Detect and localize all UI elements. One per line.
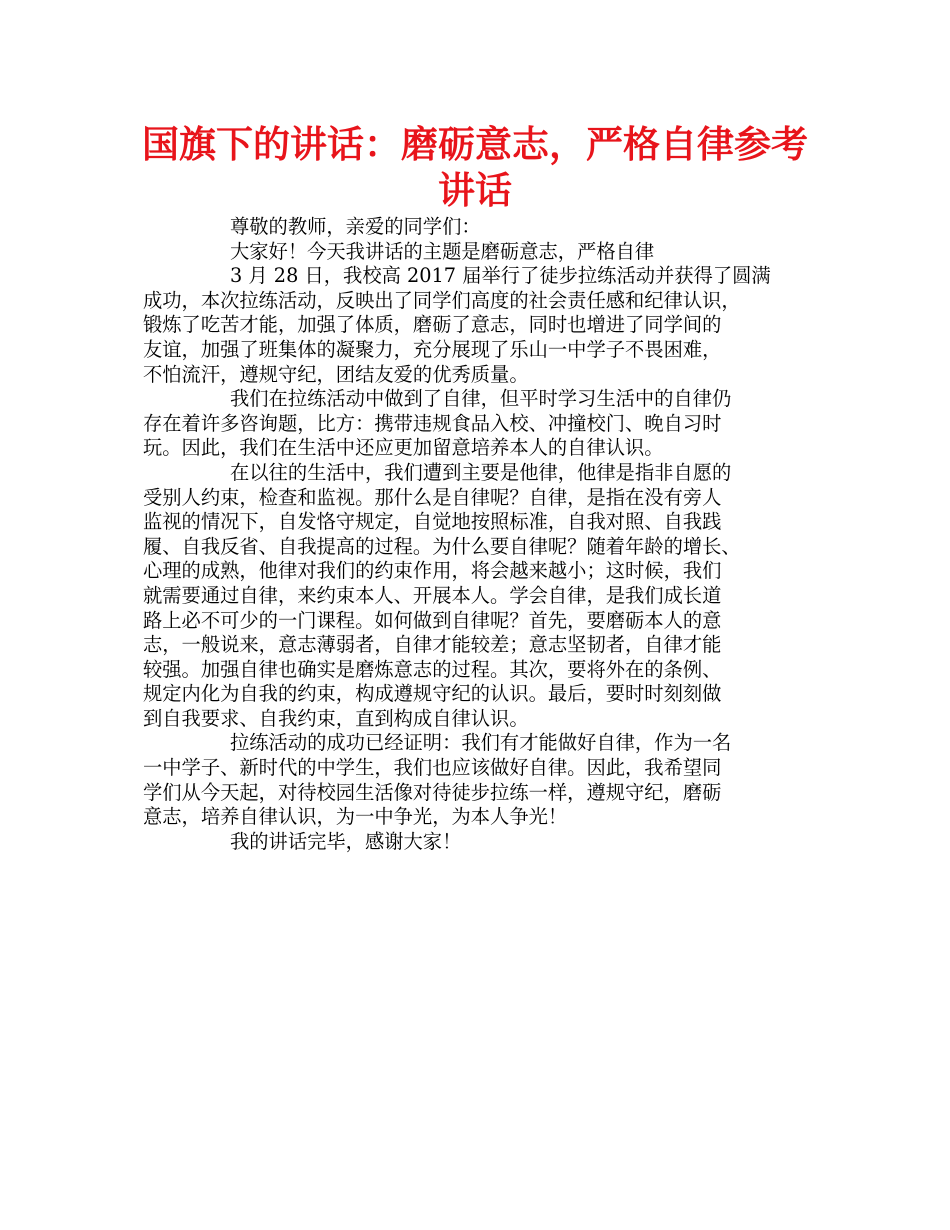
text-line: 我们在拉练活动中做到了自律，但平时学习生活中的自律仍: [230, 387, 732, 411]
text-line: 学们从今天起，对待校园生活像对待徒步拉练一样，遵规守纪，磨砺: [143, 780, 722, 804]
paragraph-conclusion: [143, 731, 813, 829]
text-line: 就需要通过自律，来约束本人、开展本人。学会自律，是我们成长道: [143, 583, 722, 607]
document-body: [143, 215, 813, 854]
text-line: 较强。加强自律也确实是磨炼意志的过程。其次，要将外在的条例、: [143, 657, 722, 681]
text-line: 友谊，加强了班集体的凝聚力，充分展现了乐山一中学子不畏困难，: [143, 337, 722, 361]
text-line: 尊敬的教师，亲爱的同学们：: [230, 215, 481, 238]
text-line: 拉练活动的成功已经证明：我们有才能做好自律，作为一名: [230, 731, 732, 755]
text-line: 路上必不可少的一门课程。如何做到自律呢？首先，要磨砺本人的意: [143, 608, 722, 632]
text-line: 3 月 28 日，我校高 2017 届举行了徒步拉练活动并获得了圆满: [230, 264, 771, 288]
text-line: 监视的情况下，自发恪守规定，自觉地按照标准，自我对照、自我践: [143, 510, 722, 534]
title-line: 国旗下的讲话：磨砺意志，严格自律参考: [142, 123, 808, 166]
text-line: 受别人约束，检查和监视。那什么是自律呢？自律，是指在没有旁人: [143, 485, 722, 509]
paragraph-closing: [143, 830, 813, 855]
text-line: 在以往的生活中，我们遭到主要是他律，他律是指非自愿的: [230, 460, 732, 484]
document-title: [120, 122, 830, 214]
text-line: 到自我要求、自我约束，直到构成自律认识。: [143, 706, 529, 730]
text-line: 锻炼了吃苦才能，加强了体质，磨砺了意志，同时也增进了同学间的: [143, 313, 722, 337]
text-line: 心理的成熟，他律对我们的约束作用，将会越来越小；这时候，我们: [143, 559, 722, 583]
text-line: 志，一般说来，意志薄弱者，自律才能较差；意志坚韧者，自律才能: [143, 633, 722, 657]
paragraph-self-discipline: [143, 461, 813, 732]
text-line: 履、自我反省、自我提高的过程。为什么要自律呢？随着年龄的增长、: [143, 534, 741, 558]
text-line: 玩。因此，我们在生活中还应更加留意培养本人的自律认识。: [143, 436, 664, 460]
text-line: 规定内化为自我的约束，构成遵规守纪的认识。最后，要时时刻刻做: [143, 682, 722, 706]
title-line: 讲话: [438, 169, 512, 212]
text-line: 存在着许多咨询题，比方：携带违规食品入校、冲撞校门、晚自习时: [143, 411, 722, 435]
text-line: 我的讲话完毕，感谢大家！: [230, 829, 462, 853]
text-line: 不怕流汗，遵规守纪，团结友爱的优秀质量。: [143, 362, 529, 386]
paragraph-salutation: [143, 215, 813, 240]
paragraph-problems: [143, 387, 813, 461]
paragraph-greeting: [143, 240, 813, 265]
paragraph-event: [143, 264, 813, 387]
text-line: 成功，本次拉练活动，反映出了同学们高度的社会责任感和纪律认识，: [143, 288, 741, 312]
text-line: 意志，培养自律认识，为一中争光，为本人争光！: [143, 805, 568, 829]
text-line: 大家好！今天我讲话的主题是磨砺意志，严格自律: [230, 239, 655, 263]
text-line: 一中学子、新时代的中学生，我们也应该做好自律。因此，我希望同: [143, 756, 722, 780]
